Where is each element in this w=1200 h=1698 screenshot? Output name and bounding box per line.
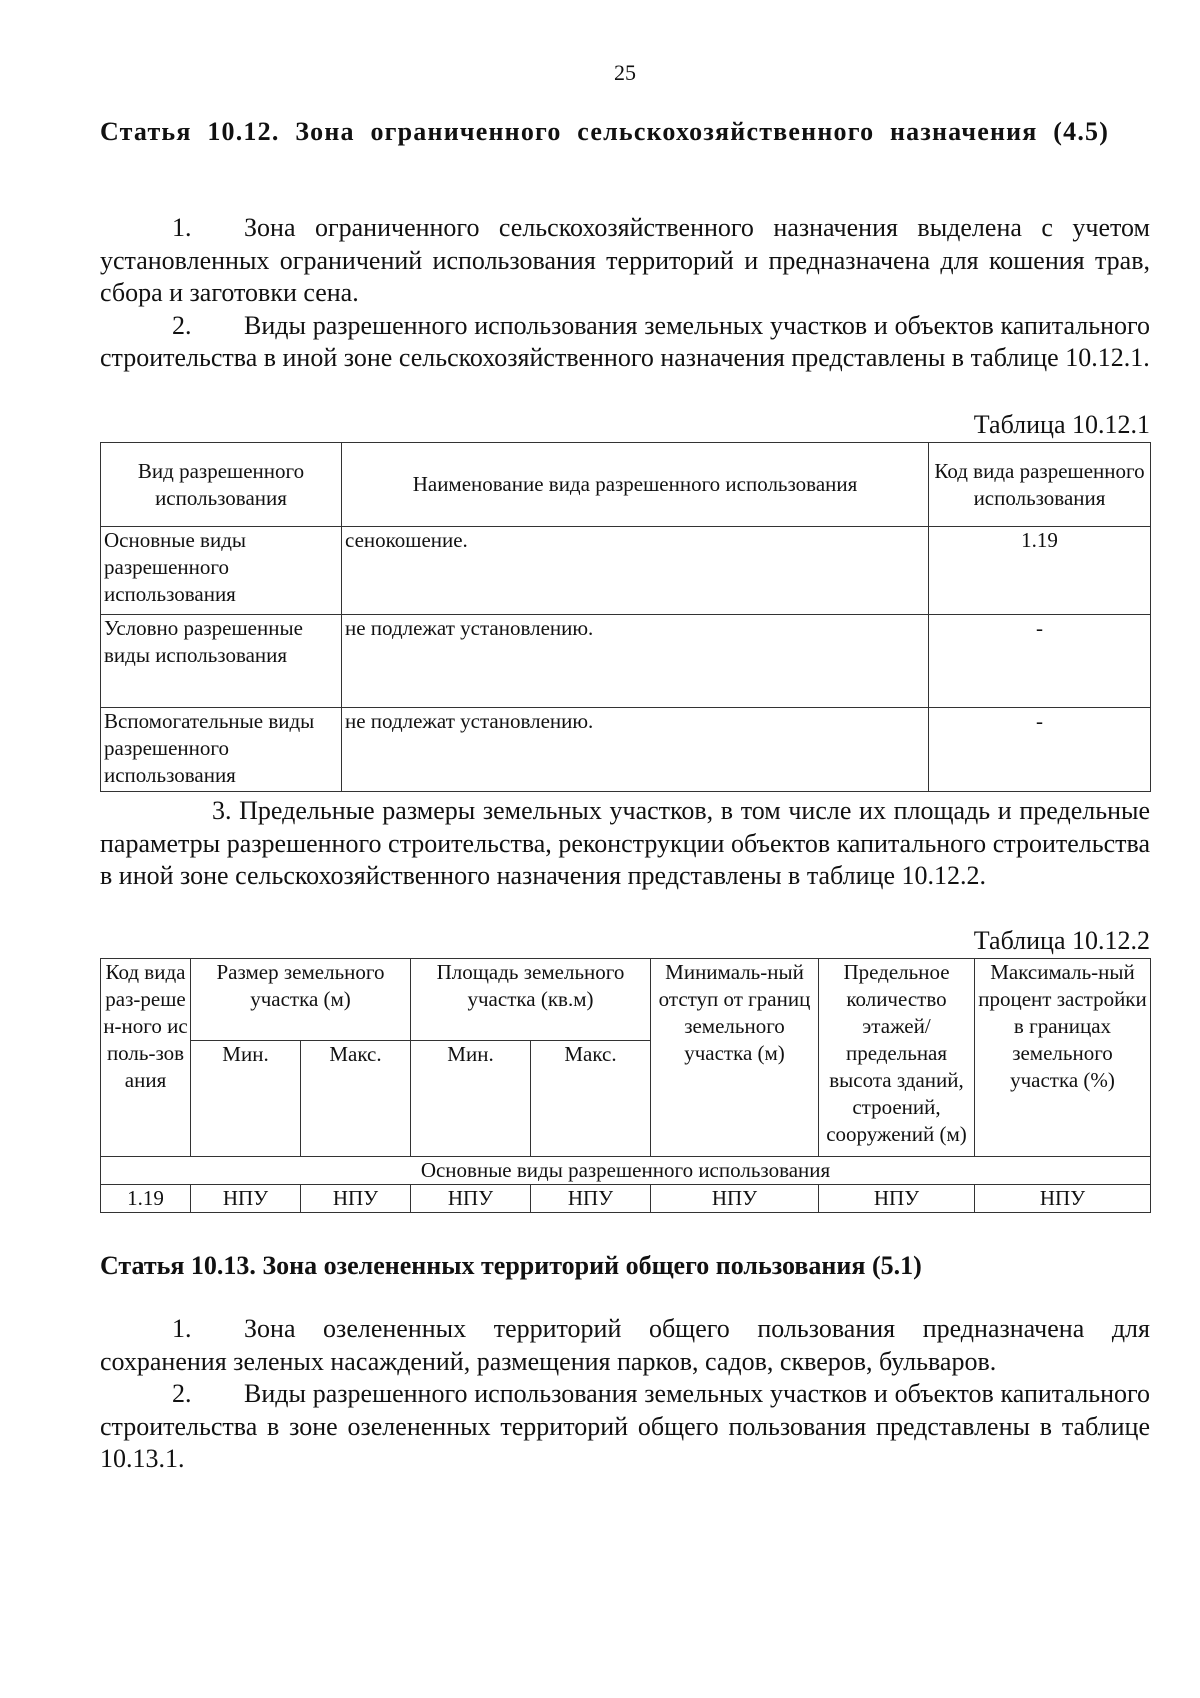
table-cell: НПУ bbox=[411, 1185, 531, 1213]
table-cell: не подлежат установлению. bbox=[342, 615, 929, 708]
header-max: Макс. bbox=[301, 1041, 411, 1157]
table-10-12-1 bbox=[100, 442, 1151, 792]
group-label: Основные виды разрешенного использования bbox=[101, 1157, 1151, 1185]
paragraph-2 bbox=[100, 310, 1150, 375]
paragraph-text: Зона ограниченного сельскохозяйственного назначения выделена с учетом установленных ограничений использования территорий и предназначена для кошения трав, сбора и заготовки сена. bbox=[100, 213, 1150, 307]
table-10-12-2-caption: Таблица 10.12.2 bbox=[973, 926, 1150, 955]
table-10-12-1-caption: Таблица 10.12.1 bbox=[973, 410, 1150, 439]
table-cell: НПУ bbox=[191, 1185, 301, 1213]
item-number: 1. bbox=[172, 1314, 192, 1343]
paragraph-text: Виды разрешенного использования земельных участков и объектов капитального строительства в иной зоне сельскохозяйственного назначения представлены в таблице 10.12.1. bbox=[100, 310, 1150, 372]
table-cell: НПУ bbox=[819, 1185, 975, 1213]
article-10-13-title: Статья 10.13. Зона озелененных территорий общего пользования (5.1) bbox=[100, 1251, 922, 1280]
header-code: Код вида раз-решен-ного исполь-зования bbox=[101, 959, 191, 1157]
paragraph-2 bbox=[100, 1378, 1150, 1476]
item-number: 1. bbox=[172, 213, 192, 242]
header-min: Мин. bbox=[191, 1041, 301, 1157]
header-size: Размер земельного участка (м) bbox=[191, 959, 411, 1041]
table-cell: НПУ bbox=[301, 1185, 411, 1213]
header-setback: Минималь-ный отступ от границ земельного участка (м) bbox=[651, 959, 819, 1157]
table-row bbox=[101, 1185, 1151, 1213]
paragraph-text: Виды разрешенного использования земельных участков и объектов капитального строительства в зоне озелененных территорий общего пользования представлены в таблице 10.13.1. bbox=[100, 1379, 1150, 1473]
header-area: Площадь земельного участка (кв.м) bbox=[411, 959, 651, 1041]
article-10-12-items-1-2 bbox=[100, 212, 1150, 375]
table-cell: НПУ bbox=[651, 1185, 819, 1213]
table-cell: - bbox=[929, 615, 1151, 708]
table-cell: Вспомогательные виды разрешенного использования bbox=[101, 708, 342, 792]
table-cell: Условно разрешенные виды использования bbox=[101, 615, 342, 708]
header-percent: Максималь-ный процент застройки в границах земельного участка (%) bbox=[975, 959, 1151, 1157]
table-header: Код вида разрешенного использования bbox=[929, 443, 1151, 527]
header-floors: Предельное количество этажей/ предельная высота зданий, строений, сооружений (м) bbox=[819, 959, 975, 1157]
paragraph-3: 3. Предельные размеры земельных участков, в том числе их площадь и предельные параметры разрешенного строительства, реконструкции объектов капитального строительства в иной зоне сельскохозяйственного назначения представлены в таблице 10.12.2. bbox=[100, 796, 1150, 890]
table-cell: не подлежат установлению. bbox=[342, 708, 929, 792]
item-number: 2. bbox=[172, 310, 192, 340]
table-cell: сенокошение. bbox=[342, 527, 929, 615]
table-header: Наименование вида разрешенного использования bbox=[342, 443, 929, 527]
header-max: Макс. bbox=[531, 1041, 651, 1157]
table-row bbox=[101, 708, 1151, 792]
paragraph-1 bbox=[100, 1313, 1150, 1378]
article-10-13-items bbox=[100, 1313, 1150, 1476]
table-cell: НПУ bbox=[531, 1185, 651, 1213]
header-min: Мин. bbox=[411, 1041, 531, 1157]
item-number: 2. bbox=[172, 1379, 192, 1408]
table-cell: 1.19 bbox=[929, 527, 1151, 615]
page-number: 25 bbox=[614, 60, 636, 85]
paragraph-1 bbox=[100, 212, 1150, 310]
article-10-12-title: Статья 10.12. Зона ограниченного сельскохозяйственного назначения (4.5) bbox=[100, 117, 1110, 146]
paragraph-text: Зона озелененных территорий общего пользования предназначена для сохранения зеленых насаждений, размещения парков, садов, скверов, бульваров. bbox=[100, 1314, 1150, 1376]
table-row bbox=[101, 527, 1151, 615]
table-cell: Основные виды разрешенного использования bbox=[101, 527, 342, 615]
table-cell: - bbox=[929, 708, 1151, 792]
table-cell: 1.19 bbox=[101, 1185, 191, 1213]
table-10-12-2 bbox=[100, 958, 1151, 1213]
table-cell: НПУ bbox=[975, 1185, 1151, 1213]
table-header: Вид разрешенного использования bbox=[101, 443, 342, 527]
table-row bbox=[101, 615, 1151, 708]
